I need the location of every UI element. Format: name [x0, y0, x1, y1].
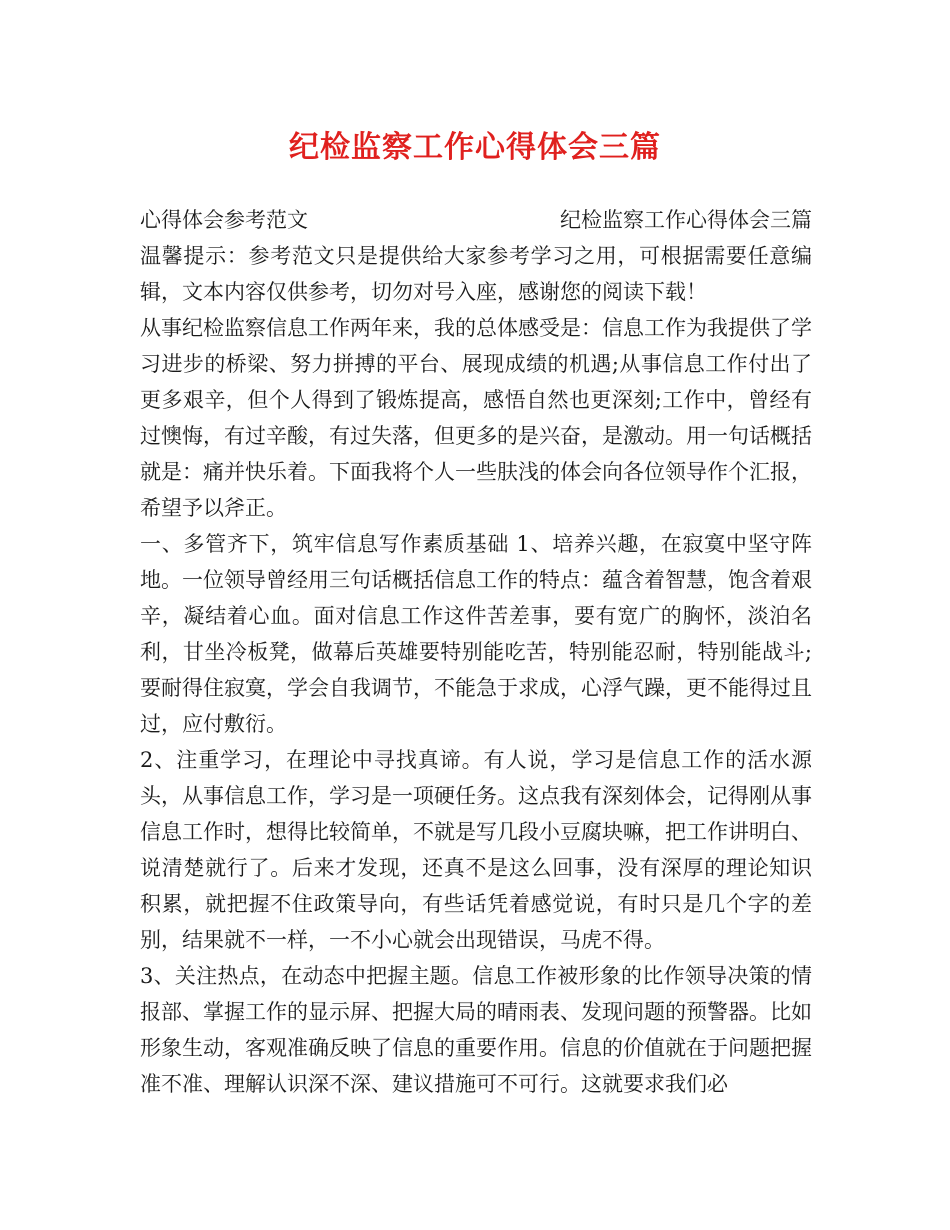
paragraph-section-3: 3、关注热点，在动态中把握主题。信息工作被形象的比作领导决策的情报部、掌握工作的显示屏、把握大局的晴雨表、发现问题的预警器。比如形象生动，客观准确反映了信息的重要作用。信息的价值就在于问题把握准不准、理解认识深不深、建议措施可不可行。这就要求我们必: [140, 964, 812, 1096]
header-right-label: 纪检监察工作心得体会三篇: [560, 208, 812, 232]
paragraph-section-2: 2、注重学习，在理论中寻找真谛。有人说，学习是信息工作的活水源头，从事信息工作，学习是一项硬任务。这点我有深刻体会，记得刚从事信息工作时，想得比较简单，不就是写几段小豆腐块嘛，把工作讲明白、说清楚就行了。后来才发现，还真不是这么回事，没有深厚的理论知识 积累，就把握不住政策导向，有些话凭着感觉说，有时只是几个字的差别，结果就不一样，一不小心就会出现错误，马虎不得。: [140, 748, 812, 952]
paragraph-tip: 温馨提示：参考范文只是提供给大家参考学习之用，可根据需要任意编辑，文本内容仅供参考，切勿对号入座，感谢您的阅读下载！: [140, 244, 812, 304]
document-title: 纪检监察工作心得体会三篇: [289, 130, 661, 165]
paragraph-section-1: 一、多管齐下，筑牢信息写作素质基础 1、培养兴趣，在寂寞中坚守阵地。一位领导曾经用三句话概括信息工作的特点：蕴含着智慧，饱含着艰辛，凝结着心血。面对信息工作这件苦差事，要有宽广的胸怀，淡泊名利，甘坐冷板凳，做幕后英雄要特别能吃苦，特别能忍耐，特别能战斗;要耐得住寂寞，学会自我调节，不能急于求成，心浮气躁，更不能得过且过，应付敷衍。: [140, 532, 812, 736]
paragraph-intro: 从事纪检监察信息工作两年来，我的总体感受是：信息工作为我提供了学习进步的桥梁、努力拼搏的平台、展现成绩的机遇;从事信息工作付出了更多艰辛，但个人得到了锻炼提高，感悟自然也更深刻;工作中，曾经有过懊悔，有过辛酸，有过失落，但更多的是兴奋，是激动。用一句话概括就是：痛并快乐着。下面我将个人一些肤浅的体会向各位领导作个汇报，希望予以斧正。: [140, 316, 812, 520]
header-row: [140, 202, 812, 238]
document-body: [140, 202, 812, 1102]
header-left-label: 心得体会参考范文: [140, 208, 308, 232]
